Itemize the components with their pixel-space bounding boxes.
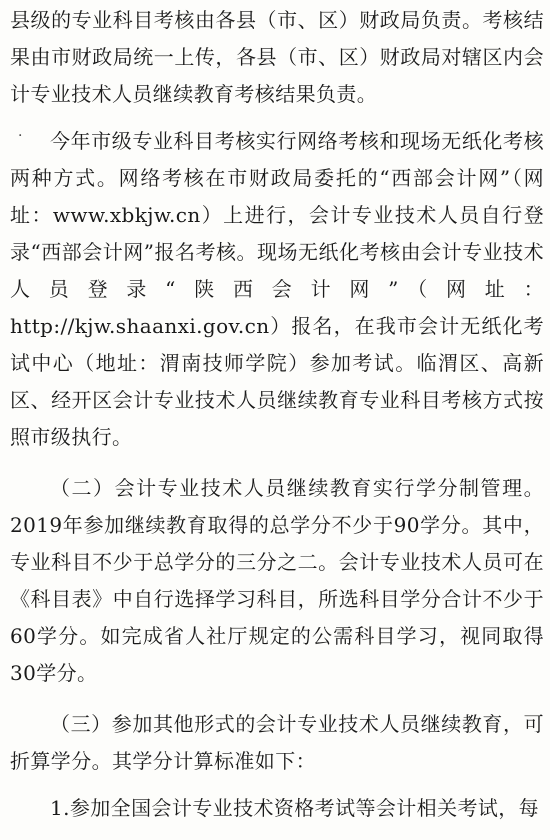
paragraph-exam-methods: 今年市级专业科目考核实行网络考核和现场无纸化考核两种方式。网络考核在市财政局委托的“西部会计网”（网址：www.xbkjw.cn）上进行，会计专业技术人员自行登录“西部会计网”报名考核。现场无纸化考核由会计专业技术人员登录“陕西会计网”（网址：http://kjw.shaanxi.gov.cn）报名，在我市会计无纸化考试中心（地址：渭南技师学院）参加考试。临渭区、高新区、经开区会计专业技术人员继续教育专业科目考核方式按照市级执行。	[10, 129, 544, 449]
paragraph-exam-responsibility: 县级的专业科目考核由各县（市、区）财政局负责。考核结果由市财政局统一上传，各县（市、区）财政局对辖区内会计专业技术人员继续教育考核结果负责。	[10, 8, 544, 106]
paragraph-credit-system: （二）会计专业技术人员继续教育实行学分制管理。2019年参加继续教育取得的总学分不少于90学分。其中，专业科目不少于总学分的三分之二。会计专业技术人员可在《科目表》中自行选择学习科目，所选科目学分合计不少于60学分。如完成省人社厅规定的公需科目学习，视同取得30学分。	[10, 476, 544, 685]
bullet-mark: ·	[18, 128, 23, 144]
paragraph-other-forms: （三）参加其他形式的会计专业技术人员继续教育，可折算学分。其学分计算标准如下：	[10, 712, 544, 773]
paragraph-item-1: 1.参加全国会计专业技术资格考试等会计相关考试，每	[50, 796, 540, 820]
